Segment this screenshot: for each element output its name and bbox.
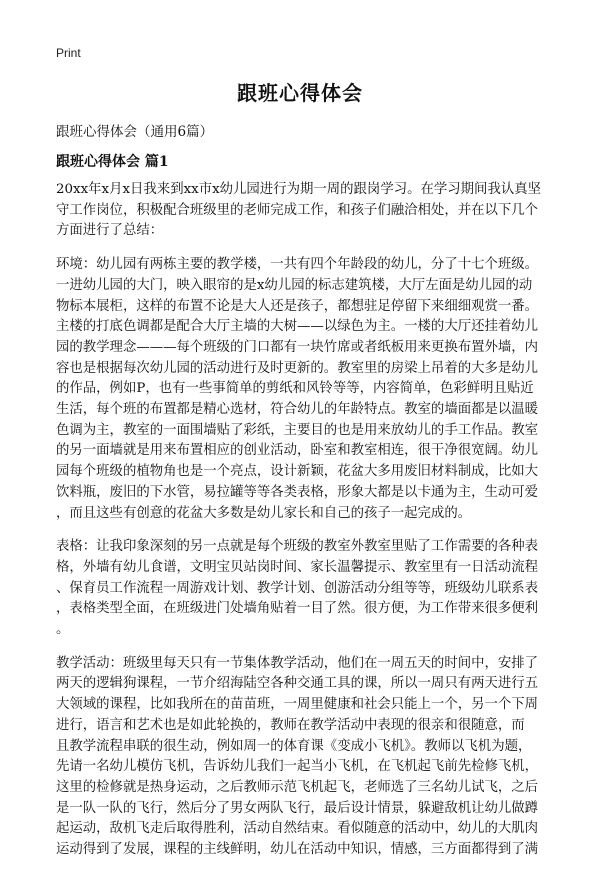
text-line: 园每个班级的植物角也是一个亮点，设计新颖，花盆大多用废旧材料制成，比如大: [56, 464, 539, 480]
paragraph-intro: [56, 180, 546, 242]
text-line: 是一队一队的飞行，然后分了男女两队飞行，最后设计情景，躲避敌机让幼儿做蹲: [56, 800, 539, 816]
text-line: 饮料瓶，废旧的下水管，易拉罐等等各类表格，形象大都是以卡通为主，生动可爱: [56, 484, 539, 500]
paragraph-environment: [56, 255, 546, 524]
text-line: 先请一名幼儿模仿飞机，告诉幼儿我们一起当小飞机，在飞机起飞前先检修飞机，: [56, 759, 539, 775]
text-line: 生活，每个班的布置都是精心选材，符合幼儿的年龄特点。教室的墙面都是以温暖: [56, 402, 539, 418]
text-line: 表格：让我印象深刻的另一点就是每个班级的教室外教室里贴了工作需要的各种表: [56, 539, 539, 555]
text-line: 容也是根据每次幼儿园的活动进行及时更新的。教室里的房梁上吊着的大多是幼儿: [56, 360, 539, 376]
page-title: 跟班心得体会: [237, 81, 363, 105]
text-line: 格，外墙有幼儿食谱，文明宝贝站岗时间、家长温馨提示、教室里有一日活动流程: [56, 559, 539, 575]
paragraph-teaching: [56, 654, 546, 861]
text-line: ，表格类型全面，在班级进门处墙角贴着一目了然。很方便，为工作带来很多便利: [56, 601, 539, 617]
text-line: 运动得到了发展，课程的主线鲜明，幼儿在活动中知识，情感，三方面都得到了满: [56, 842, 539, 858]
text-line: 起运动，敌机飞走后取得胜利，活动自然结束。看似随意的活动中，幼儿的大肌肉: [56, 821, 539, 837]
text-line: 守工作岗位，积极配合班级里的老师完成工作，和孩子们融洽相处，并在以下几个: [56, 202, 539, 218]
text-line: 色调为主，教室的一面围墙贴了彩纸，主要目的也是用来放幼儿的手工作品。教室: [56, 422, 539, 438]
text-line: ，而且这些有创意的花盆大多数是幼儿家长和自己的孩子一起完成的。: [56, 505, 472, 521]
text-line: 方面进行了总结：: [56, 223, 164, 239]
text-line: 且教学流程串联的很生动，例如周一的体育课《变成小飞机》。教师以飞机为题，: [56, 738, 532, 754]
text-line: 一进幼儿园的大门，映入眼帘的是x幼儿园的标志建筑楼，大厅左面是幼儿园的动: [56, 277, 533, 293]
text-line: 。: [56, 622, 70, 638]
text-line: 这里的检修就是热身运动，之后教师示范飞机起飞，老师选了三名幼儿试飞，之后: [56, 779, 539, 795]
article-body: [56, 180, 546, 874]
text-line: 教学活动：班级里每天只有一节集体教学活动，他们在一周五天的时间中，安排了: [56, 655, 539, 671]
text-line: 园的教学理念———每个班级的门口都有一块竹席或者纸板用来更换布置外墙，内: [56, 339, 539, 355]
text-line: 主楼的打底色调都是配合大厅主墙的大树——以绿色为主。一楼的大厅还挂着幼儿: [56, 319, 539, 335]
text-line: 大领域的课程，比如我所在的苗苗班，一周里健康和社会只能上一个，另一个下周: [56, 697, 539, 713]
text-line: 的作品，例如P，也有一些事简单的剪纸和风铃等等，内容简单，色彩鲜明且贴近: [56, 381, 534, 397]
print-link[interactable]: Print: [56, 46, 81, 60]
section-heading: 跟班心得体会 篇1: [56, 154, 169, 170]
text-line: 的另一面墙就是用来布置相应的创业活动，卧室和教室相连，很干净很宽阔。幼儿: [56, 443, 539, 459]
paragraph-forms: [56, 537, 546, 641]
text-line: 、保育员工作流程一周游戏计划、教学计划、创游活动分组等等，班级幼儿联系表: [56, 580, 539, 596]
text-line: 物标本展柜，这样的布置不论是大人还是孩子，都想驻足停留下来细细观赏一番。: [56, 298, 539, 314]
document-subtitle: 跟班心得体会（通用6篇）: [56, 124, 214, 140]
text-line: 20xx年x月x日我来到xx市x幼儿园进行为期一周的跟岗学习。在学习期间我认真坚: [56, 182, 542, 197]
text-line: 两天的逻辑狗课程，一节介绍海陆空各种交通工具的课，所以一周只有两天进行五: [56, 676, 539, 692]
text-line: 环境：幼儿园有两栋主要的教学楼，一共有四个年龄段的幼儿，分了十七个班级。: [56, 257, 539, 273]
text-line: 进行，语言和艺术也是如此轮换的，教师在教学活动中表现的很亲和很随意，而: [56, 717, 525, 733]
